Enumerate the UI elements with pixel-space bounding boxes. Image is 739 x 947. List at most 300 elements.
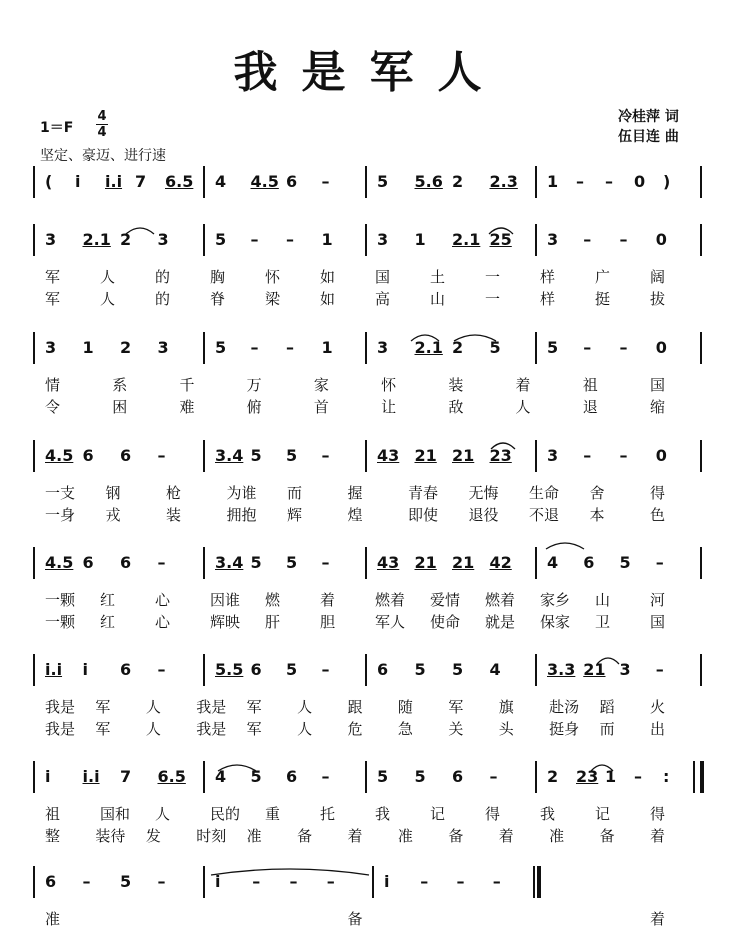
jianpu-note: 3.4 — [215, 553, 244, 572]
lyric-word: 燃着 — [485, 591, 516, 609]
jianpu-note: 0 — [634, 172, 646, 191]
jianpu-note: 4 — [547, 553, 559, 572]
lyric-word: 着 — [650, 910, 666, 928]
lyric-word: 的 — [155, 290, 171, 308]
jianpu-note: 5 — [250, 553, 262, 572]
lyricist-credit: 冷桂萍 词 — [618, 109, 679, 125]
barline — [203, 332, 205, 364]
lyric-word: 一颗 — [45, 591, 76, 609]
barline — [203, 654, 205, 686]
barline — [372, 866, 374, 898]
lyric-word: 挺身 — [549, 720, 580, 738]
jianpu-note: 3.3 — [547, 660, 576, 679]
time-sig-top: 4 — [97, 109, 107, 124]
time-signature — [96, 110, 108, 139]
jianpu-note: i — [215, 872, 221, 891]
barline — [533, 866, 535, 898]
tie-slur — [490, 440, 516, 450]
jianpu-note: 0 — [655, 230, 667, 249]
barline — [700, 224, 702, 256]
barline — [535, 332, 537, 364]
lyric-word: 人 — [297, 698, 313, 716]
jianpu-note: – — [286, 230, 294, 249]
jianpu-note: 5 — [414, 660, 426, 679]
lyric-word: 随 — [397, 698, 413, 716]
lyric-word: 让 — [381, 398, 397, 416]
lyric-word: 准 — [549, 827, 565, 845]
jianpu-note: 3 — [619, 660, 631, 679]
jianpu-note: 21 — [414, 553, 437, 572]
jianpu-note: 42 — [489, 553, 512, 572]
barline — [33, 761, 35, 793]
lyric-word: 蹈 — [599, 698, 615, 716]
jianpu-note: – — [250, 230, 259, 249]
lyric-word: 军 — [246, 698, 262, 716]
lyric-word: 怀 — [265, 268, 281, 286]
jianpu-note: 3 — [157, 230, 169, 249]
lyric-word: 准 — [45, 910, 61, 928]
jianpu-note: 5 — [452, 660, 464, 679]
jianpu-note: 5 — [619, 553, 631, 572]
jianpu-note: 2.1 — [452, 230, 481, 249]
lyric-word: 重 — [265, 805, 281, 823]
lyric-word: 危 — [347, 720, 363, 738]
jianpu-note: 6 — [82, 553, 94, 572]
lyric-word: 拔 — [650, 290, 666, 308]
jianpu-note: – — [289, 872, 298, 891]
lyric-word: 燃着 — [375, 591, 406, 609]
lyric-word: 我是 — [196, 698, 227, 716]
lyric-word: 敌 — [448, 398, 464, 416]
lyric-word: 出 — [650, 720, 666, 738]
lyric-word: 枪 — [166, 484, 182, 502]
lyric-word: 军 — [246, 720, 262, 738]
lyric-word: 一身 — [45, 506, 76, 524]
lyric-word: 煌 — [347, 506, 363, 524]
barline — [535, 440, 537, 472]
jianpu-note: 6 — [120, 553, 132, 572]
jianpu-note: 1 — [414, 230, 426, 249]
lyric-word: 握 — [347, 484, 363, 502]
lyric-word: 人 — [145, 720, 161, 738]
lyric-word: 时刻 — [196, 827, 227, 845]
jianpu-note: 5 — [215, 230, 227, 249]
jianpu-note: 3 — [377, 338, 389, 357]
lyric-word: 着 — [650, 827, 666, 845]
jianpu-note: – — [286, 338, 294, 357]
lyric-word: 准 — [246, 827, 262, 845]
lyric-word: 我 — [540, 805, 556, 823]
jianpu-note: 5 — [547, 338, 559, 357]
jianpu-note: i — [45, 767, 51, 786]
lyric-word: 备 — [297, 827, 313, 845]
jianpu-note: 3 — [157, 338, 169, 357]
jianpu-note: 23 — [489, 446, 512, 465]
jianpu-note: 21 — [452, 553, 475, 572]
jianpu-note: 1 — [321, 338, 333, 357]
jianpu-note: i.i — [105, 172, 123, 191]
lyric-word: 爱情 — [430, 591, 461, 609]
barline — [365, 166, 367, 198]
lyric-word: 本 — [589, 506, 605, 524]
barline — [33, 547, 35, 579]
barline — [700, 440, 702, 472]
jianpu-note: – — [492, 872, 501, 891]
lyric-word: 国和 — [100, 805, 131, 823]
song-title: 我是军人 — [233, 47, 506, 98]
barline — [33, 654, 35, 686]
tie-slur — [217, 762, 257, 772]
lyric-word: 万 — [246, 376, 262, 394]
lyric-word: 千 — [179, 376, 195, 394]
lyric-word: 不退 — [529, 506, 560, 524]
lyric-word: 高 — [375, 290, 391, 308]
lyric-word: 得 — [485, 805, 501, 823]
jianpu-note: – — [157, 872, 166, 891]
barline — [535, 166, 537, 198]
tie-slur — [545, 540, 585, 550]
jianpu-note: 1 — [547, 172, 559, 191]
lyric-word: 军 — [95, 720, 111, 738]
jianpu-note: 3 — [377, 230, 389, 249]
lyric-word: 整 — [45, 827, 61, 845]
lyric-word: 装 — [448, 376, 464, 394]
lyric-word: 旗 — [498, 698, 514, 716]
jianpu-note: 6 — [286, 172, 298, 191]
lyric-word: 火 — [650, 698, 666, 716]
lyric-word: 备 — [347, 910, 363, 928]
barline — [33, 440, 35, 472]
jianpu-note: 6 — [82, 446, 94, 465]
lyric-word: 心 — [155, 591, 171, 609]
jianpu-note: – — [157, 553, 166, 572]
jianpu-note: 6 — [583, 553, 595, 572]
lyric-word: 军 — [45, 290, 61, 308]
jianpu-note: 5 — [377, 172, 389, 191]
jianpu-note: – — [583, 338, 592, 357]
jianpu-note: – — [250, 338, 259, 357]
tie-slur — [596, 655, 620, 665]
jianpu-note: 6 — [45, 872, 57, 891]
barline — [365, 761, 367, 793]
lyric-word: 保家 — [540, 613, 571, 631]
jianpu-note: – — [605, 172, 613, 191]
jianpu-note: 6 — [377, 660, 389, 679]
jianpu-note: 0 — [655, 446, 667, 465]
barline — [700, 547, 702, 579]
jianpu-note: 6.5 — [157, 767, 186, 786]
jianpu-note: 3.4 — [215, 446, 244, 465]
barline — [535, 654, 537, 686]
lyric-word: 军人 — [375, 613, 406, 631]
jianpu-note: – — [489, 767, 498, 786]
jianpu-note: 2.1 — [82, 230, 111, 249]
lyric-word: 国 — [650, 613, 666, 631]
lyric-word: 阔 — [650, 268, 666, 286]
lyric-word: 色 — [650, 506, 666, 524]
lyric-word: 山 — [595, 591, 611, 609]
lyric-word: 俯 — [246, 398, 262, 416]
jianpu-note: 7 — [135, 172, 147, 191]
barline — [203, 440, 205, 472]
lyric-word: 难 — [179, 398, 195, 416]
lyric-word: 情 — [45, 376, 61, 394]
jianpu-note: 4.5 — [45, 446, 74, 465]
lyric-word: 人 — [297, 720, 313, 738]
jianpu-note: 2 — [120, 338, 132, 357]
jianpu-note: 21 — [583, 660, 606, 679]
jianpu-note: 2 — [120, 230, 132, 249]
lyric-word: 跟 — [347, 698, 363, 716]
jianpu-note: – — [157, 660, 166, 679]
jianpu-note: ( — [45, 172, 53, 191]
jianpu-note: 5 — [120, 872, 132, 891]
barline — [203, 761, 205, 793]
tie-slur — [488, 225, 514, 235]
tie-slur — [125, 225, 155, 235]
barline — [33, 224, 35, 256]
lyric-word: 装 — [166, 506, 182, 524]
jianpu-note: 6.5 — [165, 172, 194, 191]
lyric-word: 军 — [95, 698, 111, 716]
jianpu-note: – — [619, 230, 628, 249]
jianpu-note: – — [576, 172, 584, 191]
jianpu-note: – — [634, 767, 642, 786]
lyric-word: 使命 — [430, 613, 461, 631]
jianpu-note: 2 — [452, 172, 464, 191]
lyric-word: 而 — [287, 484, 303, 502]
lyric-word: 一 — [485, 290, 501, 308]
lyric-word: 我是 — [196, 720, 227, 738]
lyric-word: 祖 — [582, 376, 598, 394]
lyric-word: 红 — [100, 591, 116, 609]
lyric-word: 家 — [313, 376, 329, 394]
lyric-word: 的 — [155, 268, 171, 286]
barline — [365, 224, 367, 256]
jianpu-note: i.i — [82, 767, 100, 786]
jianpu-note: 21 — [414, 446, 437, 465]
lyric-word: 钢 — [105, 484, 121, 502]
tempo-marking: 坚定、豪迈、进行速 — [40, 148, 166, 164]
lyric-word: 困 — [112, 398, 128, 416]
jianpu-note: 2 — [452, 338, 464, 357]
jianpu-note: 4 — [489, 660, 501, 679]
lyric-word: 军 — [448, 698, 464, 716]
barline — [203, 166, 205, 198]
jianpu-note: – — [321, 660, 330, 679]
lyric-word: 急 — [397, 720, 413, 738]
jianpu-note: 5 — [250, 446, 262, 465]
jianpu-note: i.i — [45, 660, 63, 679]
lyric-word: 祖 — [45, 805, 61, 823]
jianpu-note: 6 — [120, 660, 132, 679]
jianpu-note: – — [326, 872, 335, 891]
lyric-word: 着 — [320, 591, 336, 609]
jianpu-note: – — [157, 446, 166, 465]
jianpu-note: 1 — [605, 767, 617, 786]
lyric-word: 退 — [582, 398, 598, 416]
lyric-word: 着 — [498, 827, 514, 845]
barline — [33, 332, 35, 364]
tie-slur — [453, 332, 497, 342]
jianpu-note: 2.1 — [414, 338, 443, 357]
lyric-word: 头 — [498, 720, 514, 738]
jianpu-note: – — [321, 446, 330, 465]
lyric-word: 首 — [313, 398, 329, 416]
jianpu-note: 43 — [377, 446, 400, 465]
lyric-word: 梁 — [265, 290, 281, 308]
jianpu-note: 5 — [414, 767, 426, 786]
jianpu-note: – — [420, 872, 429, 891]
lyric-word: 心 — [155, 613, 171, 631]
lyric-word: 因谁 — [210, 591, 241, 609]
lyric-word: 为谁 — [226, 484, 257, 502]
barline — [700, 332, 702, 364]
jianpu-note: 23 — [576, 767, 599, 786]
jianpu-note: ) — [663, 172, 671, 191]
jianpu-note: 6 — [250, 660, 262, 679]
barline — [700, 166, 702, 198]
jianpu-note: – — [321, 172, 330, 191]
barline — [203, 224, 205, 256]
lyric-word: 样 — [540, 268, 556, 286]
lyric-word: 国 — [650, 376, 666, 394]
jianpu-note: 2 — [547, 767, 559, 786]
lyric-word: 人 — [100, 268, 116, 286]
lyric-word: 一颗 — [45, 613, 76, 631]
jianpu-note: 0 — [655, 338, 667, 357]
jianpu-note: 5 — [215, 338, 227, 357]
barline — [365, 547, 367, 579]
lyric-word: 生命 — [529, 484, 560, 502]
lyric-word: 燃 — [265, 591, 281, 609]
jianpu-note: 6 — [452, 767, 464, 786]
lyric-word: 托 — [320, 805, 336, 823]
lyric-word: 胸 — [210, 268, 226, 286]
barline — [700, 654, 702, 686]
jianpu-note: 7 — [120, 767, 132, 786]
lyric-word: 如 — [320, 268, 336, 286]
lyric-word: 准 — [397, 827, 413, 845]
lyric-word: 河 — [650, 591, 666, 609]
lyric-word: 辉 — [287, 506, 303, 524]
lyric-word: 得 — [650, 484, 666, 502]
jianpu-note: 5.6 — [414, 172, 443, 191]
lyric-word: 我 — [375, 805, 391, 823]
lyric-word: 肝 — [265, 613, 281, 631]
lyric-word: 人 — [145, 698, 161, 716]
lyric-word: 山 — [430, 290, 446, 308]
jianpu-note: 5 — [250, 767, 262, 786]
lyric-word: 拥抱 — [226, 506, 257, 524]
lyric-word: 就是 — [485, 613, 516, 631]
jianpu-note: 21 — [452, 446, 475, 465]
jianpu-note: : — [663, 767, 670, 786]
lyric-word: 着 — [347, 827, 363, 845]
lyric-word: 军 — [45, 268, 61, 286]
jianpu-note: – — [252, 872, 261, 891]
lyric-word: 即使 — [408, 506, 439, 524]
jianpu-note: – — [321, 553, 330, 572]
lyric-word: 系 — [112, 376, 128, 394]
barline — [365, 440, 367, 472]
lyric-word: 记 — [595, 805, 611, 823]
lyric-word: 着 — [515, 376, 531, 394]
lyric-word: 关 — [448, 720, 464, 738]
jianpu-note: – — [619, 338, 628, 357]
lyric-word: 挺 — [595, 290, 611, 308]
lyric-word: 令 — [45, 398, 61, 416]
lyric-word: 备 — [599, 827, 615, 845]
lyric-word: 无悔 — [468, 484, 499, 502]
jianpu-note: 5 — [286, 446, 298, 465]
jianpu-note: – — [583, 230, 592, 249]
jianpu-note: 3 — [547, 230, 559, 249]
lyric-word: 辉映 — [210, 613, 241, 631]
jianpu-note: – — [456, 872, 465, 891]
jianpu-note: 4 — [215, 767, 227, 786]
barline — [535, 761, 537, 793]
tie-slur — [210, 866, 370, 876]
lyric-word: 胆 — [320, 613, 336, 631]
jianpu-note: 5 — [377, 767, 389, 786]
jianpu-note: 3 — [45, 230, 57, 249]
lyric-word: 备 — [448, 827, 464, 845]
lyric-word: 人 — [515, 398, 531, 416]
jianpu-note: 4.5 — [250, 172, 279, 191]
jianpu-note: 5 — [489, 338, 501, 357]
lyric-word: 卫 — [595, 613, 611, 631]
barline — [203, 547, 205, 579]
barline — [33, 866, 35, 898]
barline — [365, 654, 367, 686]
lyric-word: 一 — [485, 268, 501, 286]
lyric-word: 得 — [650, 805, 666, 823]
jianpu-note: i — [75, 172, 81, 191]
lyric-word: 如 — [320, 290, 336, 308]
jianpu-note: 25 — [489, 230, 512, 249]
lyric-word: 人 — [100, 290, 116, 308]
barline — [33, 166, 35, 198]
jianpu-note: – — [583, 446, 592, 465]
lyric-word: 赴汤 — [549, 698, 580, 716]
barline — [203, 866, 205, 898]
lyric-word: 我是 — [45, 698, 76, 716]
lyric-word: 戎 — [105, 506, 121, 524]
jianpu-note: 1 — [82, 338, 94, 357]
lyric-word: 民的 — [210, 805, 241, 823]
lyric-word: 我是 — [45, 720, 76, 738]
lyric-word: 红 — [100, 613, 116, 631]
lyric-word: 发 — [145, 827, 161, 845]
jianpu-note: 2.3 — [489, 172, 518, 191]
lyric-word: 怀 — [381, 376, 397, 394]
jianpu-note: 43 — [377, 553, 400, 572]
jianpu-note: 6 — [286, 767, 298, 786]
jianpu-note: – — [82, 872, 91, 891]
lyric-word: 脊 — [210, 290, 226, 308]
jianpu-note: 6 — [120, 446, 132, 465]
lyric-word: 人 — [155, 805, 171, 823]
jianpu-note: 3 — [547, 446, 559, 465]
composer-credit: 伍目连 曲 — [618, 129, 679, 145]
barline — [693, 761, 695, 793]
jianpu-note: 5.5 — [215, 660, 244, 679]
lyric-word: 装待 — [95, 827, 126, 845]
lyric-word: 土 — [430, 268, 446, 286]
jianpu-note: 4.5 — [45, 553, 74, 572]
jianpu-note: – — [655, 553, 664, 572]
